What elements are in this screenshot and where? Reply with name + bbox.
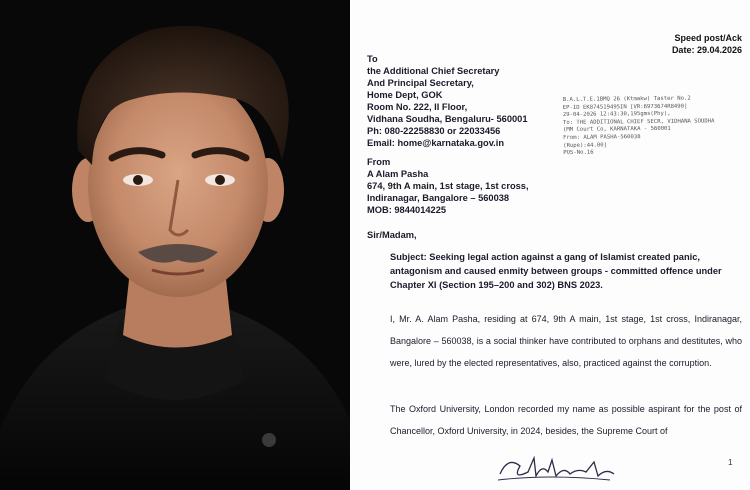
to-line: Vidhana Soudha, Bengaluru- 560001 [367,114,528,124]
to-line: Room No. 222, II Floor, [367,102,468,112]
to-line: And Principal Secretary, [367,78,474,88]
receipt-line: EP-ID EK874519495IN [VR:6973674R8490] [562,103,688,111]
receipt-line: 29-04-2026 12:43:30,195gms(Phy), [562,111,671,119]
to-line: Ph: 080-22258830 or 22033456 [367,126,501,136]
from-line: Indiranagar, Bangalore – 560038 [367,193,510,203]
dispatch-mode: Speed post/Ack [674,33,742,43]
to-line: the Additional Chief Secretary [367,66,500,76]
subject-line: Subject: Seeking legal action against a gang of Islamist created panic, antagonism and caused enmity between groups - committed offence under Chapter XI (Section 195–200 and 302) BNS 2023. [390,252,722,290]
from-line: From [367,157,391,167]
receipt-line: From: ALAM PASHA-560038 [563,134,641,141]
postal-receipt-stamp [563,95,744,159]
to-line: Home Dept, GOK [367,90,443,100]
salutation: Sir/Madam, [367,230,417,240]
to-line: Email: home@karnataka.gov.in [367,138,505,148]
letter-date: Date: 29.04.2026 [671,45,742,55]
body-paragraph-2: The Oxford University, London recorded my name as possible aspirant for the post of Chancellor, Oxford University, in 2024, besides, the Supreme Court of [390,404,742,436]
page-number: 1 [728,458,733,467]
from-line: A Alam Pasha [367,169,429,179]
receipt-line: POS-No.16 [563,149,594,157]
from-line: MOB: 9844014225 [367,205,447,215]
from-line: 674, 9th A main, 1st stage, 1st cross, [367,181,529,191]
receipt-line: B.A.L.T.E.1BMQ 26 (Ktmakw) Taster No.2 [562,95,691,103]
portrait-photo [0,0,350,490]
suit-button [262,433,276,447]
signature-mark [490,446,620,486]
receipt-line: To: THE ADDITIONAL CHIEF SECR, VIDHANA SOUDHA [562,118,715,126]
letter-document [350,0,750,490]
portrait-illustration [0,0,350,490]
receipt-line: (Rupe):44.00] [563,142,607,149]
receipt-line: (MM Court Co, KARNATAKA - 560001 [562,126,671,134]
to-line: To [367,54,378,64]
body-paragraph-1: I, Mr. A. Alam Pasha, residing at 674, 9th A main, 1st stage, 1st cross, Indiranagar, Bangalore – 560038, is a social thinker have contributed to orphans and destitutes, who were, lured by the elected representatives, also, practiced against the corruption. [390,314,742,368]
